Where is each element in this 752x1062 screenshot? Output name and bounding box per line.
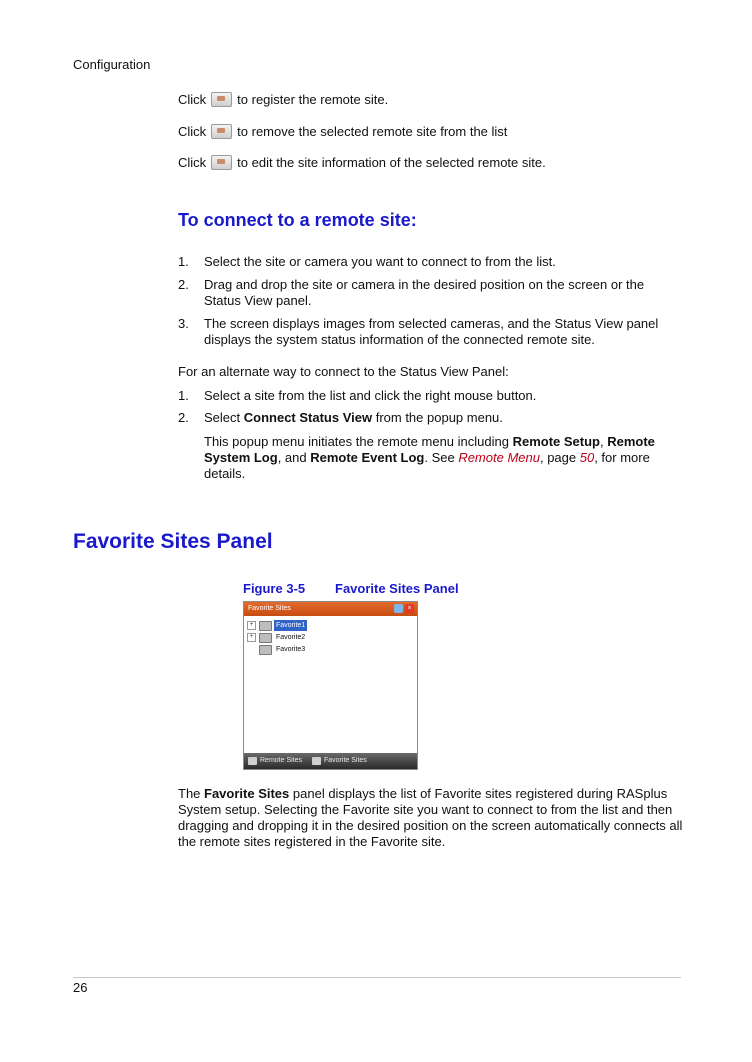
expand-icon: + [247, 621, 256, 630]
tree-item [247, 644, 307, 655]
click-text: to remove the selected remote site from the list [237, 124, 508, 139]
tab-favorite-sites [312, 753, 367, 769]
click-line-edit [178, 155, 546, 170]
pin-icon [394, 604, 403, 613]
step-text: The screen displays images from selected cameras, and the Status View panel displays the system status information of the connected remote site. [204, 316, 659, 347]
footer-divider [73, 977, 681, 978]
tree-item [247, 632, 307, 643]
page-number: 26 [73, 980, 88, 995]
favorite-sites-panel-screenshot [243, 601, 418, 770]
remote-sites-icon [248, 757, 257, 765]
click-line-register [178, 92, 388, 107]
running-header: Configuration [73, 57, 151, 72]
click-text: to edit the site information of the selected remote site. [237, 155, 546, 170]
step-number: 2. [178, 410, 189, 425]
click-line-remove [178, 124, 507, 139]
favorites-heading: Favorite Sites Panel [73, 530, 273, 553]
click-prefix: Click [178, 124, 207, 139]
favorite-sites-icon [312, 757, 321, 765]
connect-step-2 [178, 277, 678, 309]
site-group-icon [259, 645, 272, 655]
site-group-icon [259, 621, 272, 631]
cross-reference-link[interactable]: Remote Menu [458, 450, 540, 465]
step-text: Drag and drop the site or camera in the desired position on the screen or the Status View panel. [204, 277, 645, 308]
step-number: 1. [178, 388, 189, 403]
text-run: . See [424, 450, 459, 465]
click-text: to register the remote site. [237, 92, 389, 107]
text-run: This popup menu initiates the remote menu including [204, 434, 513, 449]
click-prefix: Click [178, 92, 207, 107]
click-prefix: Click [178, 155, 207, 170]
popup-note [204, 434, 684, 482]
text-run: , page [539, 450, 580, 465]
panel-tab-bar [244, 753, 417, 769]
tree-item [247, 620, 307, 631]
connect-step-3 [178, 316, 678, 348]
text-run: , [599, 434, 608, 449]
step-number: 3. [178, 316, 189, 331]
tab-remote-sites [248, 753, 302, 769]
favorites-description [178, 786, 683, 850]
step-number: 1. [178, 254, 189, 269]
text-run: Select [204, 410, 244, 425]
tree-item-label: Favorite2 [276, 634, 306, 641]
step-number: 2. [178, 277, 189, 292]
close-icon: × [405, 604, 414, 613]
alt-intro: For an alternate way to connect to the Status View Panel: [178, 364, 509, 379]
tab-label: Remote Sites [260, 757, 303, 764]
text-run: , for more details. [204, 450, 650, 481]
menu-item-name: Remote System Log [204, 434, 655, 465]
step-text: Select the site or camera you want to connect to from the list. [204, 254, 556, 269]
menu-item-name: Remote Setup [512, 434, 600, 449]
text-run: , and [277, 450, 311, 465]
page-reference-link[interactable]: 50 [579, 450, 595, 465]
step-text [204, 410, 678, 426]
tree-item-label: Favorite3 [276, 646, 306, 653]
text-run: from the popup menu. [372, 410, 503, 425]
register-site-icon [211, 92, 232, 107]
alt-step-2 [178, 410, 678, 426]
step-text: Select a site from the list and click the right mouse button. [204, 388, 537, 403]
tab-label: Favorite Sites [324, 757, 367, 764]
figure-label: Figure 3-5 [243, 581, 306, 596]
connect-step-1 [178, 254, 678, 270]
edit-site-icon [211, 155, 232, 170]
site-group-icon [259, 633, 272, 643]
panel-name: Favorite Sites [204, 786, 290, 801]
panel-title: Favorite Sites [248, 605, 291, 612]
tree-item-label: Favorite1 [276, 622, 306, 629]
text-run: The [178, 786, 205, 801]
menu-item-name: Remote Event Log [310, 450, 425, 465]
remove-site-icon [211, 124, 232, 139]
panel-title-bar [244, 602, 417, 616]
connect-heading: To connect to a remote site: [178, 210, 417, 230]
menu-item-name: Connect Status View [243, 410, 373, 425]
text-run: panel displays the list of Favorite sites registered during RASplus System setup. Selecting the Favorite site you want to connect to from the list and then dragging and dropping it in the desired position on the screen automatically connects all the remote sites registered in the Favorite site. [178, 786, 683, 849]
figure-title: Favorite Sites Panel [335, 581, 459, 596]
alt-step-1 [178, 388, 678, 404]
expand-icon: + [247, 633, 256, 642]
